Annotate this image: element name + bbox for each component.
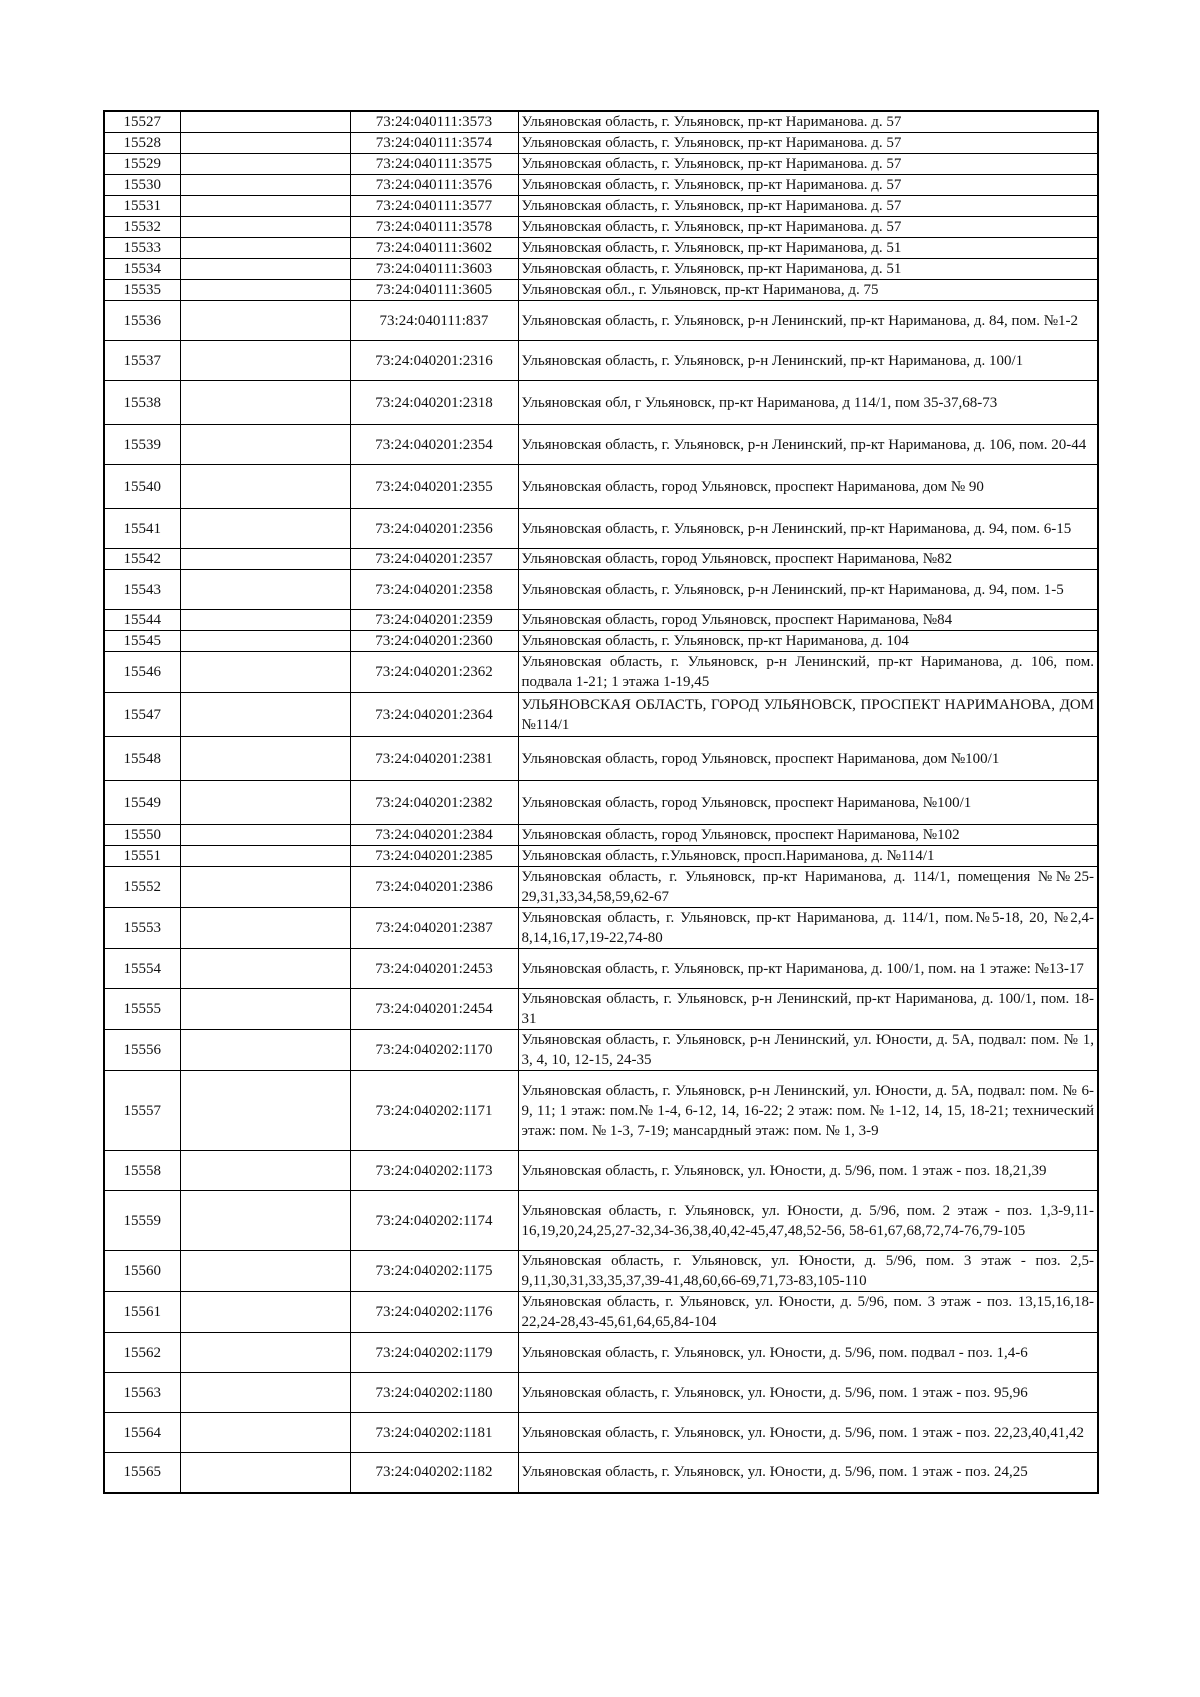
table-row <box>104 631 1098 652</box>
table-row <box>104 175 1098 196</box>
address-cell: Ульяновская область, город Ульяновск, проспект Нариманова, №102 <box>518 825 1098 846</box>
empty-cell <box>180 867 350 908</box>
row-number: 15564 <box>104 1413 180 1453</box>
address-cell: УЛЬЯНОВСКАЯ ОБЛАСТЬ, ГОРОД УЛЬЯНОВСК, ПРОСПЕКТ НАРИМАНОВА, ДОМ №114/1 <box>518 693 1098 737</box>
empty-cell <box>180 154 350 175</box>
row-number: 15532 <box>104 217 180 238</box>
row-number: 15563 <box>104 1373 180 1413</box>
table-row <box>104 693 1098 737</box>
row-number: 15561 <box>104 1292 180 1333</box>
cadastral-number: 73:24:040111:3605 <box>350 280 518 301</box>
table-row <box>104 549 1098 570</box>
table-row <box>104 217 1098 238</box>
address-cell: Ульяновская область, город Ульяновск, проспект Нариманова, дом № 90 <box>518 465 1098 509</box>
table-row <box>104 825 1098 846</box>
empty-cell <box>180 1071 350 1151</box>
address-cell: Ульяновская область, г. Ульяновск, пр-кт Нариманова. д. 57 <box>518 217 1098 238</box>
table-row <box>104 1333 1098 1373</box>
cadastral-number: 73:24:040202:1180 <box>350 1373 518 1413</box>
row-number: 15540 <box>104 465 180 509</box>
table-row <box>104 465 1098 509</box>
cadastral-number: 73:24:040202:1173 <box>350 1151 518 1191</box>
cadastral-number: 73:24:040201:2318 <box>350 381 518 425</box>
table-row <box>104 280 1098 301</box>
row-number: 15562 <box>104 1333 180 1373</box>
row-number: 15529 <box>104 154 180 175</box>
table-row <box>104 196 1098 217</box>
cadastral-number: 73:24:040201:2386 <box>350 867 518 908</box>
row-number: 15544 <box>104 610 180 631</box>
row-number: 15556 <box>104 1030 180 1071</box>
table-row <box>104 949 1098 989</box>
empty-cell <box>180 111 350 133</box>
empty-cell <box>180 238 350 259</box>
address-cell: Ульяновская область, город Ульяновск, проспект Нариманова, №84 <box>518 610 1098 631</box>
table-row <box>104 425 1098 465</box>
cadastral-number: 73:24:040201:2387 <box>350 908 518 949</box>
table-row <box>104 1030 1098 1071</box>
table-row <box>104 1413 1098 1453</box>
address-cell: Ульяновская область, г. Ульяновск, пр-кт Нариманова. д. 57 <box>518 133 1098 154</box>
address-cell: Ульяновская область, г. Ульяновск, р-н Ленинский, пр-кт Нариманова, д. 106, пом. 20-44 <box>518 425 1098 465</box>
table-row <box>104 781 1098 825</box>
row-number: 15536 <box>104 301 180 341</box>
row-number: 15549 <box>104 781 180 825</box>
cadastral-number: 73:24:040111:3574 <box>350 133 518 154</box>
empty-cell <box>180 908 350 949</box>
address-cell: Ульяновская обл., г. Ульяновск, пр-кт Нариманова, д. 75 <box>518 280 1098 301</box>
empty-cell <box>180 1151 350 1191</box>
cadastral-number: 73:24:040201:2453 <box>350 949 518 989</box>
cadastral-number: 73:24:040201:2385 <box>350 846 518 867</box>
address-cell: Ульяновская область, г. Ульяновск, пр-кт Нариманова, д. 114/1, пом.№5-18, 20, №2,4-8,14,16,17,19-22,74-80 <box>518 908 1098 949</box>
address-cell: Ульяновская область, город Ульяновск, проспект Нариманова, №100/1 <box>518 781 1098 825</box>
table-row <box>104 133 1098 154</box>
address-cell: Ульяновская область, г. Ульяновск, ул. Юности, д. 5/96, пом. 1 этаж - поз. 22,23,40,41,42 <box>518 1413 1098 1453</box>
row-number: 15528 <box>104 133 180 154</box>
address-cell: Ульяновская область, г. Ульяновск, ул. Юности, д. 5/96, пом. 1 этаж - поз. 95,96 <box>518 1373 1098 1413</box>
row-number: 15539 <box>104 425 180 465</box>
row-number: 15548 <box>104 737 180 781</box>
table-row <box>104 652 1098 693</box>
empty-cell <box>180 570 350 610</box>
table-row <box>104 301 1098 341</box>
row-number: 15560 <box>104 1251 180 1292</box>
empty-cell <box>180 280 350 301</box>
empty-cell <box>180 781 350 825</box>
cadastral-number: 73:24:040202:1171 <box>350 1071 518 1151</box>
table-row <box>104 1453 1098 1493</box>
table-row <box>104 1292 1098 1333</box>
row-number: 15550 <box>104 825 180 846</box>
cadastral-number: 73:24:040111:837 <box>350 301 518 341</box>
cadastral-number: 73:24:040201:2381 <box>350 737 518 781</box>
row-number: 15552 <box>104 867 180 908</box>
address-cell: Ульяновская область, г. Ульяновск, ул. Юности, д. 5/96, пом. подвал - поз. 1,4-6 <box>518 1333 1098 1373</box>
cadastral-number: 73:24:040201:2356 <box>350 509 518 549</box>
empty-cell <box>180 1413 350 1453</box>
table-row <box>104 1191 1098 1251</box>
address-cell: Ульяновская область, г. Ульяновск, р-н Ленинский, ул. Юности, д. 5А, подвал: пом. № 6-9, 11; 1 этаж: пом.№ 1-4, 6-12, 14, 16-22; 2 этаж: пом. № 1-12, 14, 15, 18-21; технический этаж: пом. № 1-3, 7-19; мансардный этаж: пом. № 1, 3-9 <box>518 1071 1098 1151</box>
table-row <box>104 341 1098 381</box>
address-cell: Ульяновская область, г.Ульяновск, просп.Нариманова, д. №114/1 <box>518 846 1098 867</box>
empty-cell <box>180 1191 350 1251</box>
address-cell: Ульяновская область, г. Ульяновск, пр-кт Нариманова. д. 57 <box>518 154 1098 175</box>
cadastral-number: 73:24:040201:2362 <box>350 652 518 693</box>
row-number: 15559 <box>104 1191 180 1251</box>
row-number: 15541 <box>104 509 180 549</box>
cadastral-number: 73:24:040201:2358 <box>350 570 518 610</box>
row-number: 15542 <box>104 549 180 570</box>
empty-cell <box>180 1251 350 1292</box>
address-cell: Ульяновская область, г. Ульяновск, пр-кт Нариманова, д. 100/1, пом. на 1 этаже: №13-17 <box>518 949 1098 989</box>
address-cell: Ульяновская область, г. Ульяновск, ул. Юности, д. 5/96, пом. 3 этаж - поз. 13,15,16,18-22,24-28,43-45,61,64,65,84-104 <box>518 1292 1098 1333</box>
row-number: 15546 <box>104 652 180 693</box>
cadastral-number: 73:24:040201:2360 <box>350 631 518 652</box>
row-number: 15554 <box>104 949 180 989</box>
row-number: 15531 <box>104 196 180 217</box>
table-row <box>104 867 1098 908</box>
row-number: 15530 <box>104 175 180 196</box>
empty-cell <box>180 737 350 781</box>
empty-cell <box>180 425 350 465</box>
cadastral-number: 73:24:040201:2384 <box>350 825 518 846</box>
cadastral-number: 73:24:040111:3576 <box>350 175 518 196</box>
empty-cell <box>180 509 350 549</box>
cadastral-number: 73:24:040202:1176 <box>350 1292 518 1333</box>
cadastral-number: 73:24:040201:2359 <box>350 610 518 631</box>
empty-cell <box>180 1333 350 1373</box>
cadastral-number: 73:24:040201:2357 <box>350 549 518 570</box>
address-cell: Ульяновская обл, г Ульяновск, пр-кт Нариманова, д 114/1, пом 35-37,68-73 <box>518 381 1098 425</box>
address-cell: Ульяновская область, г. Ульяновск, пр-кт Нариманова. д. 57 <box>518 175 1098 196</box>
empty-cell <box>180 1292 350 1333</box>
address-cell: Ульяновская область, г. Ульяновск, пр-кт Нариманова. д. 57 <box>518 111 1098 133</box>
registry-table-body <box>104 111 1098 1493</box>
cadastral-number: 73:24:040111:3578 <box>350 217 518 238</box>
address-cell: Ульяновская область, г. Ульяновск, ул. Юности, д. 5/96, пом. 1 этаж - поз. 24,25 <box>518 1453 1098 1493</box>
cadastral-number: 73:24:040202:1181 <box>350 1413 518 1453</box>
empty-cell <box>180 1030 350 1071</box>
empty-cell <box>180 259 350 280</box>
row-number: 15535 <box>104 280 180 301</box>
empty-cell <box>180 693 350 737</box>
address-cell: Ульяновская область, г. Ульяновск, пр-кт Нариманова, д. 51 <box>518 259 1098 280</box>
row-number: 15551 <box>104 846 180 867</box>
cadastral-number: 73:24:040201:2354 <box>350 425 518 465</box>
registry-table <box>103 110 1099 1494</box>
table-row <box>104 1373 1098 1413</box>
empty-cell <box>180 133 350 154</box>
empty-cell <box>180 610 350 631</box>
address-cell: Ульяновская область, г. Ульяновск, р-н Ленинский, ул. Юности, д. 5А, подвал: пом. № 1, 3, 4, 10, 12-15, 24-35 <box>518 1030 1098 1071</box>
empty-cell <box>180 301 350 341</box>
empty-cell <box>180 196 350 217</box>
table-row <box>104 1151 1098 1191</box>
empty-cell <box>180 1373 350 1413</box>
row-number: 15543 <box>104 570 180 610</box>
row-number: 15527 <box>104 111 180 133</box>
address-cell: Ульяновская область, г. Ульяновск, пр-кт Нариманова. д. 57 <box>518 196 1098 217</box>
address-cell: Ульяновская область, г. Ульяновск, ул. Юности, д. 5/96, пом. 2 этаж - поз. 1,3-9,11-16,19,20,24,25,27-32,34-36,38,40,42-45,47,48,52-56, 58-61,67,68,72,74-76,79-105 <box>518 1191 1098 1251</box>
row-number: 15555 <box>104 989 180 1030</box>
cadastral-number: 73:24:040201:2382 <box>350 781 518 825</box>
empty-cell <box>180 465 350 509</box>
address-cell: Ульяновская область, город Ульяновск, проспект Нариманова, №82 <box>518 549 1098 570</box>
table-row <box>104 259 1098 280</box>
table-row <box>104 154 1098 175</box>
address-cell: Ульяновская область, г. Ульяновск, р-н Ленинский, пр-кт Нариманова, д. 106, пом. подвала 1-21; 1 этажа 1-19,45 <box>518 652 1098 693</box>
empty-cell <box>180 341 350 381</box>
table-row <box>104 111 1098 133</box>
cadastral-number: 73:24:040202:1182 <box>350 1453 518 1493</box>
address-cell: Ульяновская область, г. Ульяновск, ул. Юности, д. 5/96, пом. 3 этаж - поз. 2,5-9,11,30,31,33,35,37,39-41,48,60,66-69,71,73-83,105-110 <box>518 1251 1098 1292</box>
table-row <box>104 737 1098 781</box>
cadastral-number: 73:24:040111:3577 <box>350 196 518 217</box>
cadastral-number: 73:24:040111:3573 <box>350 111 518 133</box>
empty-cell <box>180 1453 350 1493</box>
table-row <box>104 989 1098 1030</box>
row-number: 15537 <box>104 341 180 381</box>
cadastral-number: 73:24:040111:3575 <box>350 154 518 175</box>
empty-cell <box>180 549 350 570</box>
empty-cell <box>180 652 350 693</box>
address-cell: Ульяновская область, г. Ульяновск, р-н Ленинский, пр-кт Нариманова, д. 94, пом. 1-5 <box>518 570 1098 610</box>
empty-cell <box>180 217 350 238</box>
cadastral-number: 73:24:040201:2316 <box>350 341 518 381</box>
row-number: 15533 <box>104 238 180 259</box>
address-cell: Ульяновская область, г. Ульяновск, р-н Ленинский, пр-кт Нариманова, д. 94, пом. 6-15 <box>518 509 1098 549</box>
table-row <box>104 846 1098 867</box>
row-number: 15547 <box>104 693 180 737</box>
row-number: 15545 <box>104 631 180 652</box>
table-row <box>104 1071 1098 1151</box>
empty-cell <box>180 175 350 196</box>
table-row <box>104 509 1098 549</box>
row-number: 15553 <box>104 908 180 949</box>
address-cell: Ульяновская область, г. Ульяновск, р-н Ленинский, пр-кт Нариманова, д. 100/1, пом. 18-31 <box>518 989 1098 1030</box>
cadastral-number: 73:24:040201:2454 <box>350 989 518 1030</box>
empty-cell <box>180 381 350 425</box>
cadastral-number: 73:24:040111:3602 <box>350 238 518 259</box>
table-row <box>104 570 1098 610</box>
address-cell: Ульяновская область, г. Ульяновск, ул. Юности, д. 5/96, пом. 1 этаж - поз. 18,21,39 <box>518 1151 1098 1191</box>
row-number: 15558 <box>104 1151 180 1191</box>
address-cell: Ульяновская область, г. Ульяновск, пр-кт Нариманова, д. 51 <box>518 238 1098 259</box>
row-number: 15534 <box>104 259 180 280</box>
address-cell: Ульяновская область, город Ульяновск, проспект Нариманова, дом №100/1 <box>518 737 1098 781</box>
address-cell: Ульяновская область, г. Ульяновск, пр-кт Нариманова, д. 104 <box>518 631 1098 652</box>
table-row <box>104 908 1098 949</box>
row-number: 15565 <box>104 1453 180 1493</box>
table-row <box>104 1251 1098 1292</box>
cadastral-number: 73:24:040202:1170 <box>350 1030 518 1071</box>
cadastral-number: 73:24:040201:2364 <box>350 693 518 737</box>
cadastral-number: 73:24:040201:2355 <box>350 465 518 509</box>
address-cell: Ульяновская область, г. Ульяновск, пр-кт Нариманова, д. 114/1, помещения №№25-29,31,33,34,58,59,62-67 <box>518 867 1098 908</box>
table-row <box>104 381 1098 425</box>
row-number: 15538 <box>104 381 180 425</box>
cadastral-number: 73:24:040111:3603 <box>350 259 518 280</box>
address-cell: Ульяновская область, г. Ульяновск, р-н Ленинский, пр-кт Нариманова, д. 84, пом. №1-2 <box>518 301 1098 341</box>
table-row <box>104 610 1098 631</box>
table-row <box>104 238 1098 259</box>
cadastral-number: 73:24:040202:1179 <box>350 1333 518 1373</box>
empty-cell <box>180 846 350 867</box>
cadastral-number: 73:24:040202:1175 <box>350 1251 518 1292</box>
row-number: 15557 <box>104 1071 180 1151</box>
empty-cell <box>180 631 350 652</box>
empty-cell <box>180 949 350 989</box>
cadastral-number: 73:24:040202:1174 <box>350 1191 518 1251</box>
empty-cell <box>180 989 350 1030</box>
empty-cell <box>180 825 350 846</box>
address-cell: Ульяновская область, г. Ульяновск, р-н Ленинский, пр-кт Нариманова, д. 100/1 <box>518 341 1098 381</box>
